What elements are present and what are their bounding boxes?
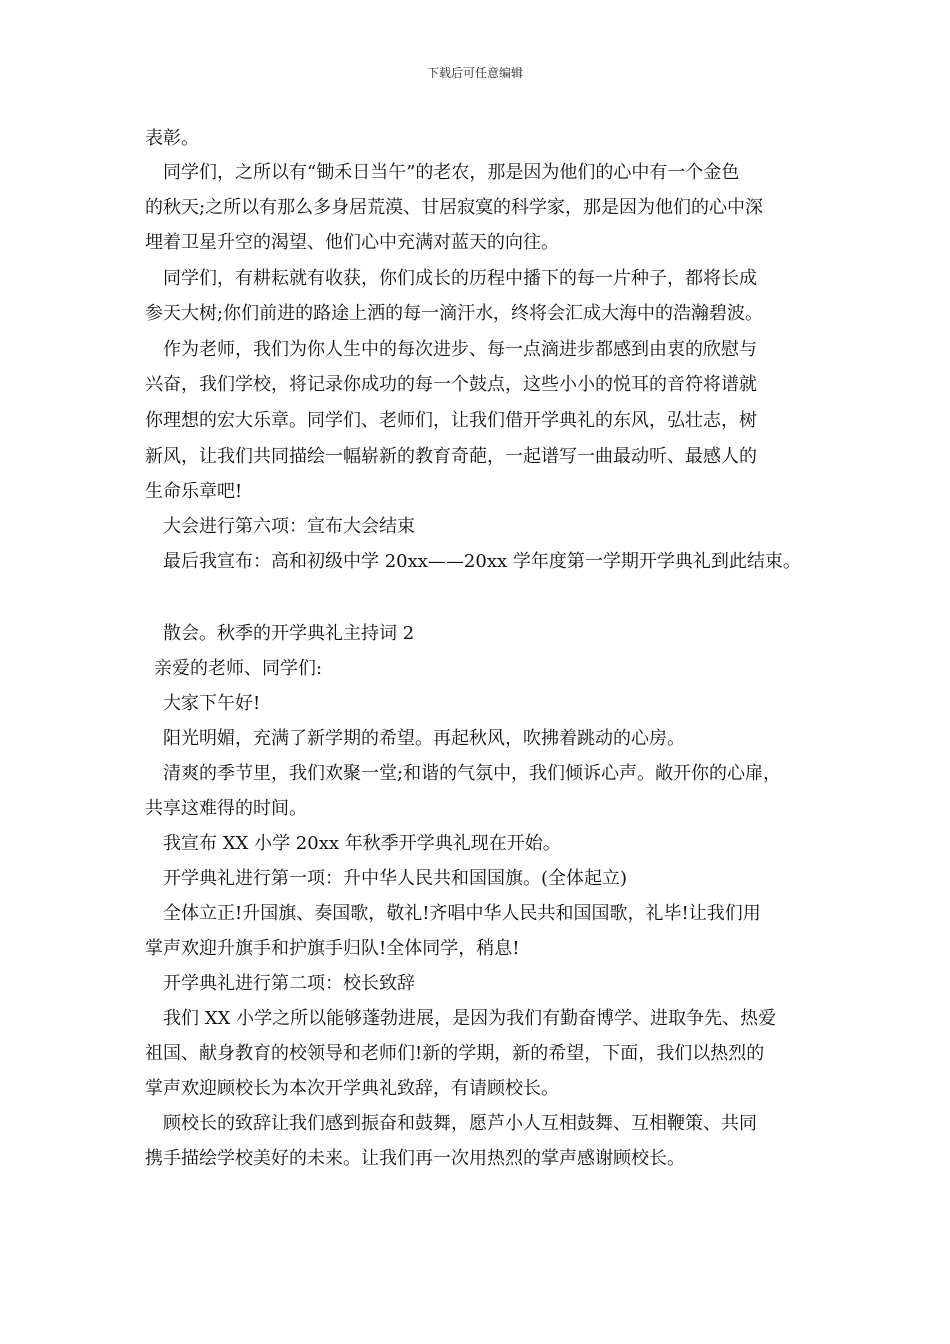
text-line: 顾校长的致辞让我们感到振奋和鼓舞，愿芦小人互相鼓舞、互相鞭策、共同 bbox=[163, 1113, 757, 1134]
text-line: 掌声欢迎升旗手和护旗手归队!全体同学，稍息! bbox=[145, 938, 520, 959]
text-line: 新风，让我们共同描绘一幅崭新的教育奇葩，一起谱写一曲最动听、最感人的 bbox=[145, 446, 757, 467]
page-header: 下载后可任意编辑 bbox=[426, 66, 523, 80]
text-line: 阳光明媚，充满了新学期的希望。再起秋风，吹拂着跳动的心房。 bbox=[163, 728, 685, 749]
text-line: 大家下午好! bbox=[163, 693, 261, 714]
text-line: 表彰。 bbox=[145, 128, 199, 149]
text-line: 我们 XX 小学之所以能够蓬勃进展，是因为我们有勤奋博学、进取争先、热爱 bbox=[163, 1008, 777, 1029]
text-line: 生命乐章吧! bbox=[145, 481, 243, 502]
text-line: 开学典礼进行第二项：校长致辞 bbox=[163, 973, 415, 994]
text-line: 我宣布 XX 小学 20xx 年秋季开学典礼现在开始。 bbox=[163, 833, 561, 854]
text-line: 同学们，之所以有“锄禾日当午”的老农，那是因为他们的心中有一个金色 bbox=[163, 162, 740, 183]
text-line: 亲爱的老师、同学们: bbox=[154, 658, 323, 679]
text-line: 你理想的宏大乐章。同学们、老师们，让我们借开学典礼的东风，弘壮志，树 bbox=[145, 410, 757, 431]
text-line: 散会。秋季的开学典礼主持词 2 bbox=[163, 623, 415, 644]
text-line: 开学典礼进行第一项：升中华人民共和国国旗。(全体起立) bbox=[163, 868, 628, 889]
text-line: 共享这难得的时间。 bbox=[145, 798, 307, 819]
text-line: 埋着卫星升空的渴望、他们心中充满对蓝天的向往。 bbox=[145, 232, 559, 253]
text-line: 掌声欢迎顾校长为本次开学典礼致辞，有请顾校长。 bbox=[145, 1078, 559, 1099]
text-line: 携手描绘学校美好的未来。让我们再一次用热烈的掌声感谢顾校长。 bbox=[145, 1148, 685, 1169]
text-line: 作为老师，我们为你人生中的每次进步、每一点滴进步都感到由衷的欣慰与 bbox=[163, 339, 757, 360]
text-line: 最后我宣布：高和初级中学 20xx——20xx 学年度第一学期开学典礼到此结束。 bbox=[163, 551, 801, 572]
text-line: 同学们，有耕耘就有收获，你们成长的历程中播下的每一片种子，都将长成 bbox=[163, 268, 757, 289]
text-line: 清爽的季节里，我们欢聚一堂;和谐的气氛中，我们倾诉心声。敞开你的心扉， bbox=[163, 763, 782, 784]
text-line: 的秋天;之所以有那么多身居荒漠、甘居寂寞的科学家，那是因为他们的心中深 bbox=[145, 197, 764, 218]
text-line: 兴奋，我们学校，将记录你成功的每一个鼓点，这些小小的悦耳的音符将谱就 bbox=[145, 374, 757, 395]
text-line: 参天大树;你们前进的路途上洒的每一滴汗水，终将会汇成大海中的浩瀚碧波。 bbox=[145, 303, 764, 324]
text-line: 祖国、献身教育的校领导和老师们!新的学期，新的希望，下面，我们以热烈的 bbox=[145, 1043, 765, 1064]
text-line: 全体立正!升国旗、奏国歌，敬礼!齐唱中华人民共和国国歌，礼毕!让我们用 bbox=[163, 903, 761, 924]
text-line: 大会进行第六项：宣布大会结束 bbox=[163, 516, 415, 537]
